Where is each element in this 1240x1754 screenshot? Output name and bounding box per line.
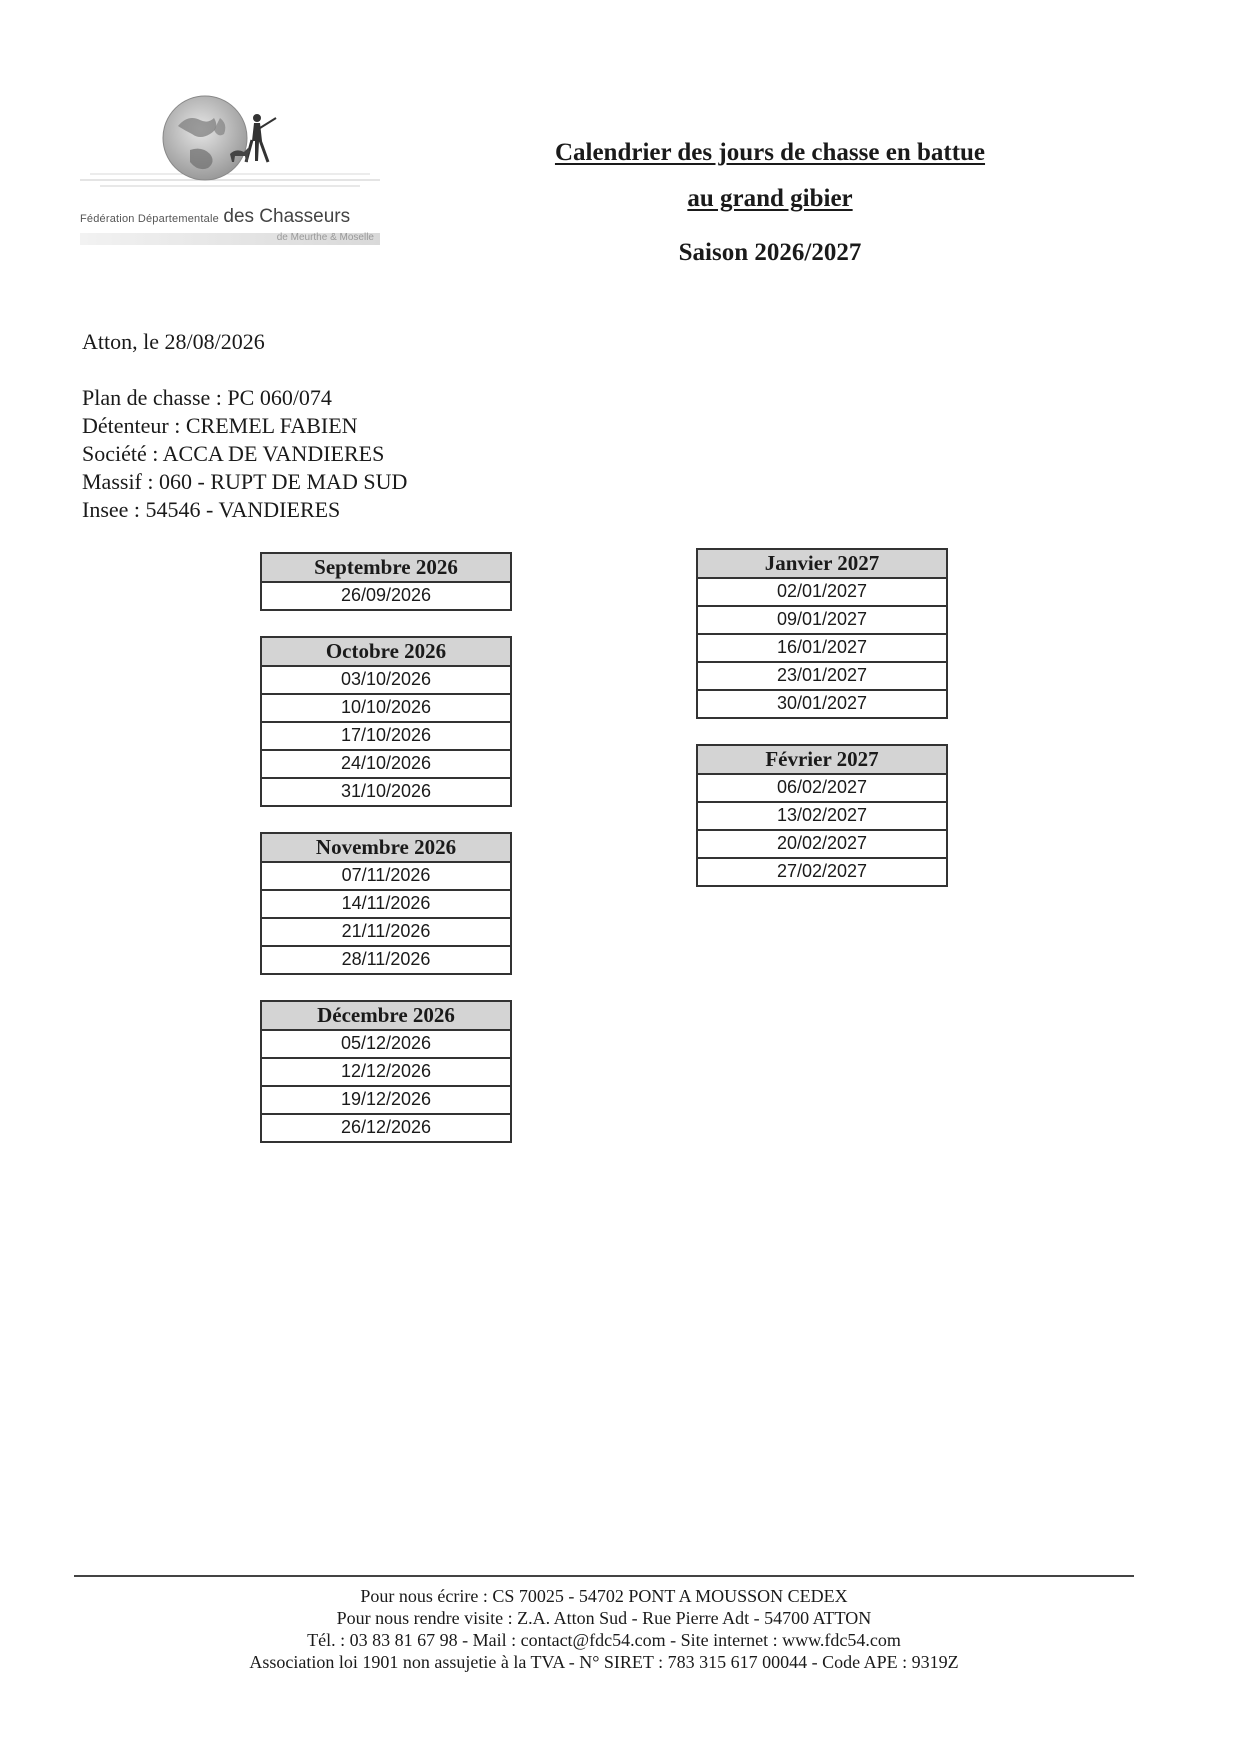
month-table-december [260,1000,512,1143]
month-header: Février 2027 [698,746,946,775]
month-header: Septembre 2026 [262,554,510,583]
date-row: 31/10/2026 [262,779,510,807]
date-row: 06/02/2027 [698,775,946,803]
date-row: 09/01/2027 [698,607,946,635]
date-row: 24/10/2026 [262,751,510,779]
date-row: 12/12/2026 [262,1059,510,1087]
date-row: 26/12/2026 [262,1115,510,1143]
date-row: 28/11/2026 [262,947,510,975]
logo-subtitle-band [80,233,380,245]
month-table-november [260,832,512,975]
date-row: 21/11/2026 [262,919,510,947]
date-row: 17/10/2026 [262,723,510,751]
logo-region-text: de Meurthe & Moselle [276,232,374,243]
footer-divider [74,1575,1134,1577]
hunter-globe-icon [80,88,380,206]
date-row: 03/10/2026 [262,667,510,695]
society-line: Société : ACCA DE VANDIERES [82,441,385,466]
hunting-plan-info [82,384,407,524]
footer-contact: Tél. : 03 83 81 67 98 - Mail : contact@fdc54.com - Site internet : www.fdc54.com [307,1630,901,1650]
footer-legal: Association loi 1901 non assujetie à la TVA - N° SIRET : 783 315 617 00044 - Code APE : 9319Z [249,1652,959,1672]
date-row: 16/01/2027 [698,635,946,663]
season-label: Saison 2026/2027 [678,239,862,266]
date-row: 02/01/2027 [698,579,946,607]
date-row: 26/09/2026 [262,583,510,611]
month-table-january [696,548,948,719]
date-row: 05/12/2026 [262,1031,510,1059]
massif-line: Massif : 060 - RUPT DE MAD SUD [82,469,408,494]
date-row: 20/02/2027 [698,831,946,859]
footer [74,1585,1134,1673]
month-table-october [260,636,512,807]
month-header: Novembre 2026 [262,834,510,863]
document-title: Calendrier des jours de chasse en battue [554,139,986,166]
insee-line: Insee : 54546 - VANDIERES [82,497,341,522]
footer-postal-address: Pour nous écrire : CS 70025 - 54702 PONT A MOUSSON CEDEX [360,1586,848,1606]
date-row: 14/11/2026 [262,891,510,919]
holder-line: Détenteur : CREMEL FABIEN [82,413,358,438]
month-table-september [260,552,512,611]
date-row: 13/02/2027 [698,803,946,831]
month-header: Janvier 2027 [698,550,946,579]
date-row: 19/12/2026 [262,1087,510,1115]
date-row: 07/11/2026 [262,863,510,891]
date-row: 30/01/2027 [698,691,946,719]
plan-line: Plan de chasse : PC 060/074 [82,385,332,410]
month-header: Octobre 2026 [262,638,510,667]
document-subtitle: au grand gibier [687,185,853,212]
month-table-february [696,744,948,887]
federation-logo [80,88,385,258]
month-header: Décembre 2026 [262,1002,510,1031]
date-row: 27/02/2027 [698,859,946,887]
date-row: 10/10/2026 [262,695,510,723]
date-row: 23/01/2027 [698,663,946,691]
footer-visit-address: Pour nous rendre visite : Z.A. Atton Sud - Rue Pierre Adt - 54700 ATTON [336,1608,872,1628]
logo-federation-text: Fédération Départementale des Chasseurs [80,206,351,227]
place-date: Atton, le 28/08/2026 [82,329,265,354]
